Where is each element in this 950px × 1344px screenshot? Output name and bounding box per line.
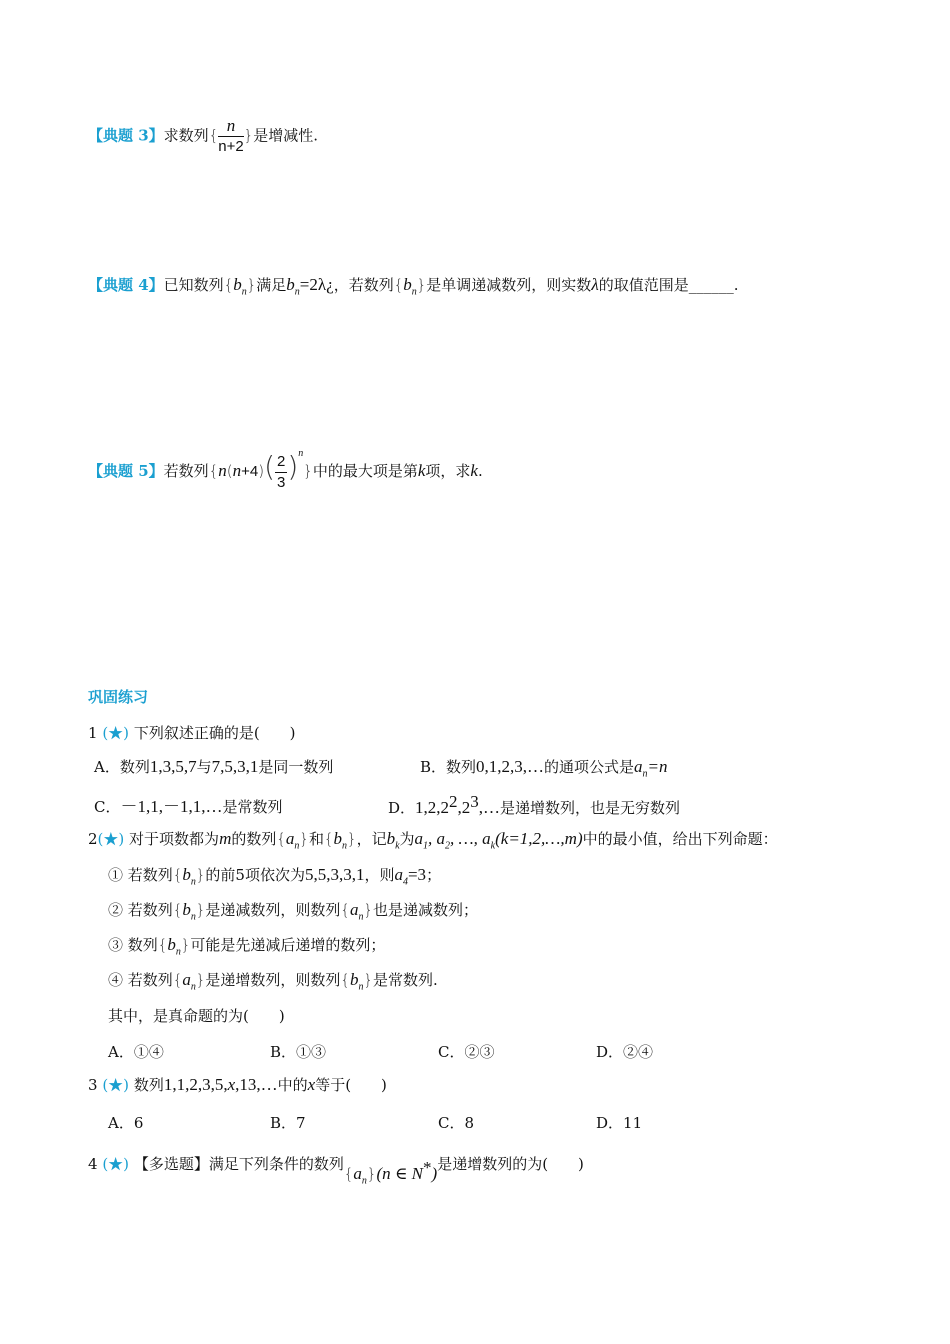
q3-option-d[interactable]: D．11 (596, 1114, 643, 1132)
fraction-2-over-3: $\frac{2}{3}$ (277, 452, 286, 491)
statement-1: ① 若数列$\{b_n\}$的前5项依次为5,5,3,3,1，则$a_4=3$； (108, 865, 442, 888)
q2-option-a[interactable]: A．①④ (108, 1043, 164, 1061)
q2-option-c[interactable]: C．②③ (438, 1043, 495, 1061)
q2-option-d[interactable]: D．②④ (596, 1043, 654, 1061)
q3-option-b[interactable]: B．7 (270, 1114, 306, 1132)
q3-option-a[interactable]: A．6 (108, 1114, 144, 1132)
q1-option-d[interactable]: D．$1,2,2^2,2^3,\dots$是递增数列，也是无穷数列 (388, 792, 681, 817)
example-3-tag: 【典题 3】 (88, 126, 164, 145)
statement-4: ④ 若数列$\{a_n\}$是递增数列，则数列$\{b_n\}$是常数列. (108, 970, 438, 993)
example-3: 【典题 3】求数列{ $\frac{n}{n+2}$ }是增减性. (88, 116, 319, 155)
example-3-text: 求数列 (163, 126, 209, 145)
question-2: 2(★) 对于项数都为m的数列$\{a_n\}$和$\{b_n\}$，记$b_k$为$a_1$, $a_2$, …, $a_k(k=1,2,\dots,m)$中的最小值，给出下列命题： (88, 829, 778, 852)
example-4: 【典题 4】已知数列$\{b_n\}$满足$b_n=2\lambda¿$，若数列$\{b_n\}$是单调递减数列，则实数λ的取值范围是______. (88, 275, 739, 298)
statement-3: ③ 数列$\{b_n\}$可能是先递减后递增的数列； (108, 935, 386, 958)
question-3: 3 (★) 数列1,1,2,3,5,x,13,…中的x等于( ) (88, 1075, 387, 1094)
q1-option-b[interactable]: B．数列0,1,2,3,…的通项公式是$a_n=n$ (420, 757, 668, 780)
example-5: 【典题 5】若数列{n(n+4)( $\frac{2}{3}$ )$^n$}中的最大项是第k项，求k. (88, 448, 483, 491)
q1-option-c[interactable]: C．－1,1,－1,1,…是常数列 (94, 797, 283, 816)
fraction-n-over-n-plus-2: $\frac{n}{n+2}$ (218, 116, 244, 155)
practice-title: 巩固练习 (88, 688, 149, 706)
q1-option-a[interactable]: A．数列1,3,5,7与7,5,3,1是同一数列 (94, 757, 334, 776)
question-4: 4 (★) 【多选题】满足下列条件的数列$\{a_n\}(n$ ∈ N*)是递增数列的为( ) (88, 1155, 584, 1187)
question-1: 1 (★) 下列叙述正确的是( ) (88, 724, 296, 742)
q2-question: 其中，是真命题的为( ) (108, 1007, 285, 1025)
statement-2: ② 若数列$\{b_n\}$是递减数列，则数列$\{a_n\}$也是递减数列； (108, 900, 479, 923)
q3-option-c[interactable]: C．8 (438, 1114, 475, 1132)
q2-option-b[interactable]: B．①③ (270, 1043, 327, 1061)
